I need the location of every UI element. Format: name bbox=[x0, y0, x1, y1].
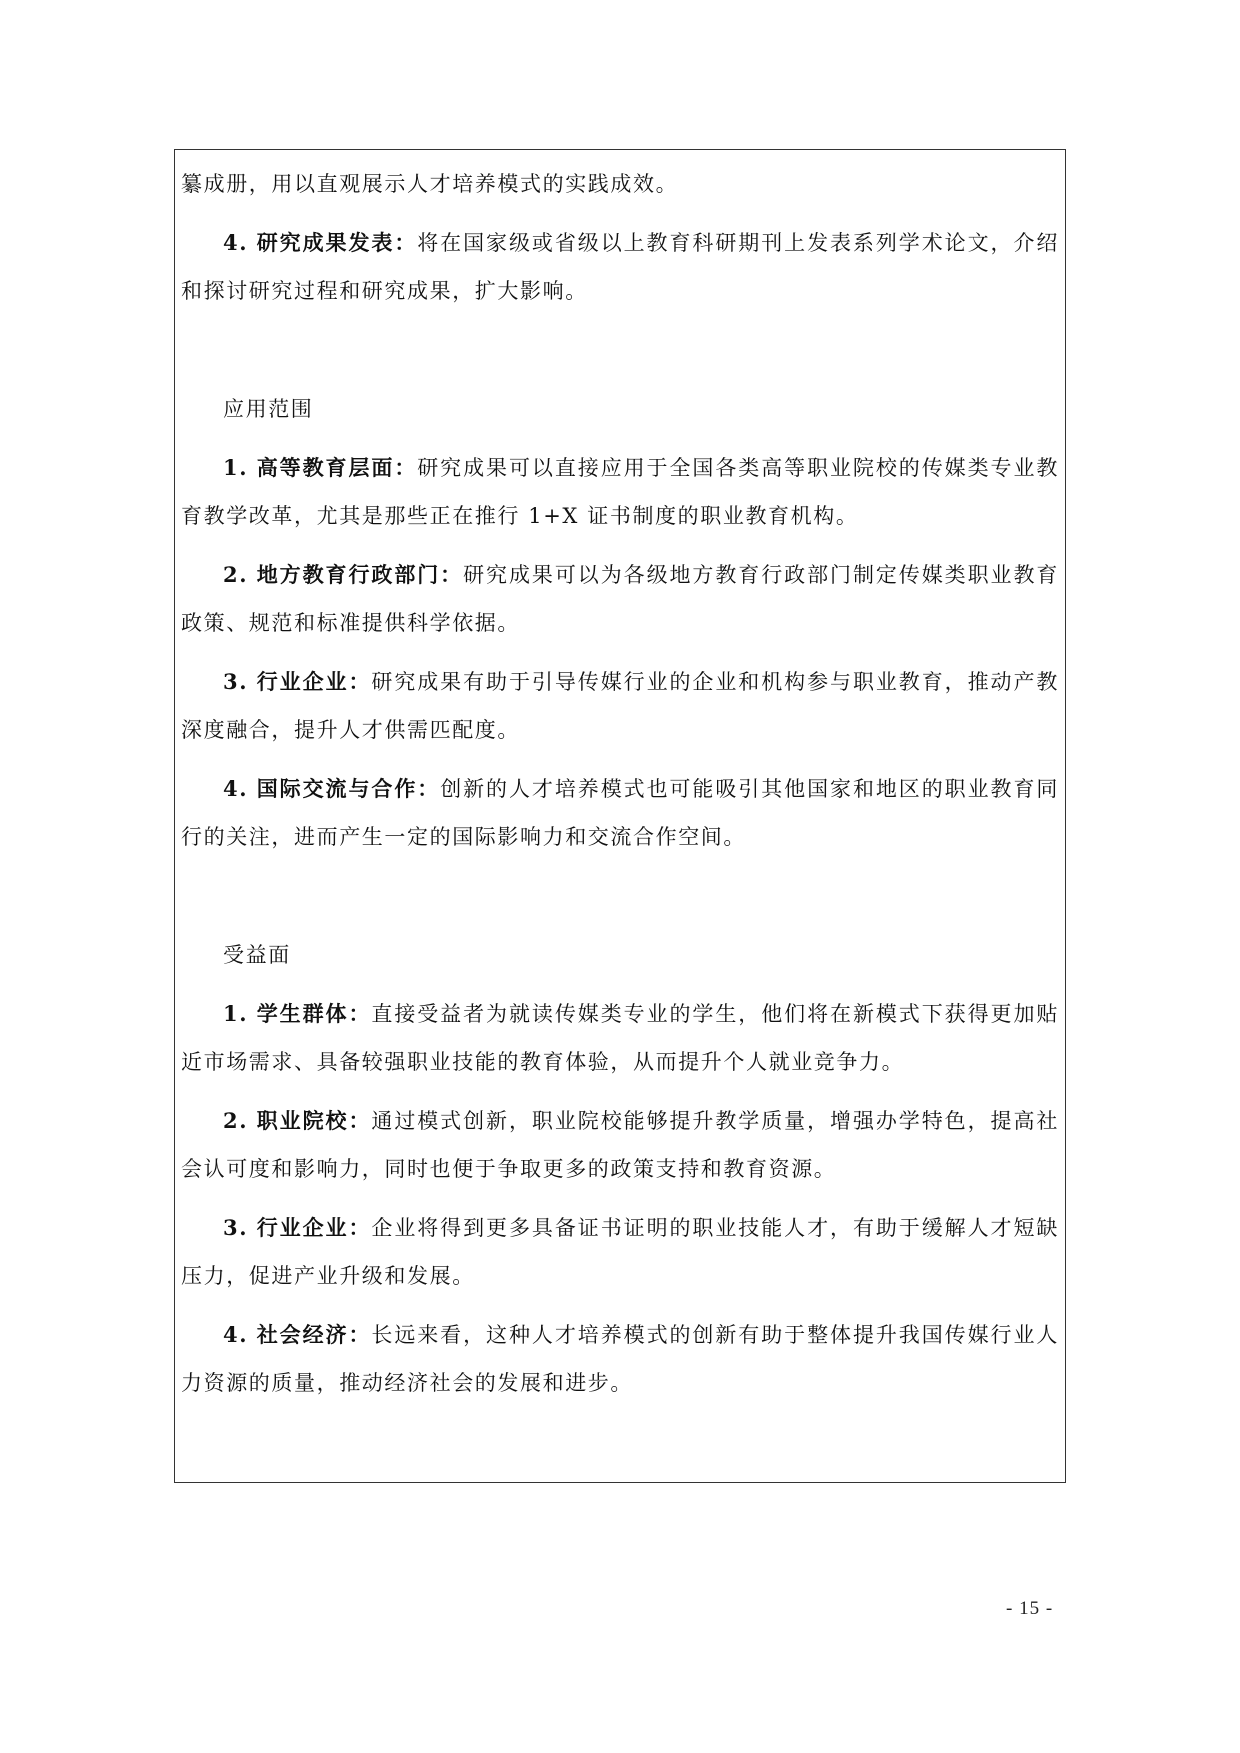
page-number: - 15 - bbox=[1006, 1598, 1054, 1619]
continuation-paragraph: 纂成册，用以直观展示人才培养模式的实践成效。 bbox=[181, 172, 679, 196]
item-text: 直接受益者为就读传媒类专业的学生，他们将在新模式下获得更加贴近市场需求、具备较强职业技能的教育体验，从而提升个人就业竞争力。 bbox=[181, 1002, 1059, 1074]
beneficiary-item-2 bbox=[181, 1097, 1059, 1193]
item-text: 研究成果可以为各级地方教育行政部门制定传媒类职业教育政策、规范和标准提供科学依据。 bbox=[181, 563, 1059, 635]
application-item-3 bbox=[181, 658, 1059, 754]
item-label: 社会经济： bbox=[256, 1322, 372, 1347]
beneficiary-item-1 bbox=[181, 990, 1059, 1086]
item-label: 行业企业： bbox=[256, 1215, 372, 1240]
item-text: 创新的人才培养模式也可能吸引其他国家和地区的职业教育同行的关注，进而产生一定的国际影响力和交流合作空间。 bbox=[181, 777, 1059, 849]
item-label: 地方教育行政部门： bbox=[256, 562, 464, 587]
item-label: 高等教育层面： bbox=[256, 455, 418, 480]
item-number: 2. bbox=[223, 1108, 249, 1133]
item-label: 行业企业： bbox=[256, 669, 372, 694]
item-number: 4. bbox=[223, 1322, 249, 1347]
item-text: 通过模式创新，职业院校能够提升教学质量，增强办学特色，提高社会认可度和影响力，同时也便于争取更多的政策支持和教育资源。 bbox=[181, 1109, 1059, 1181]
item-number: 4. bbox=[223, 776, 249, 801]
section-title-application: 应用范围 bbox=[223, 397, 314, 421]
item-number: 3. bbox=[223, 669, 249, 694]
item-text: 研究成果有助于引导传媒行业的企业和机构参与职业教育，推动产教深度融合，提升人才供需匹配度。 bbox=[181, 670, 1059, 742]
beneficiary-item-3 bbox=[181, 1204, 1059, 1300]
item-number: 2. bbox=[223, 562, 249, 587]
item-label: 研究成果发表： bbox=[256, 230, 418, 255]
item-text: 研究成果可以直接应用于全国各类高等职业院校的传媒类专业教育教学改革，尤其是那些正在推行 1+X 证书制度的职业教育机构。 bbox=[181, 456, 1059, 528]
item-text: 长远来看，这种人才培养模式的创新有助于整体提升我国传媒行业人力资源的质量，推动经济社会的发展和进步。 bbox=[181, 1323, 1059, 1395]
item-number: 4. bbox=[223, 230, 249, 255]
application-item-4 bbox=[181, 765, 1059, 861]
item-text: 将在国家级或省级以上教育科研期刊上发表系列学术论文，介绍和探讨研究过程和研究成果，扩大影响。 bbox=[181, 231, 1059, 303]
beneficiary-item-4 bbox=[181, 1311, 1059, 1407]
item-label: 国际交流与合作： bbox=[256, 776, 441, 801]
item-label: 职业院校： bbox=[256, 1108, 372, 1133]
application-item-1 bbox=[181, 444, 1059, 540]
content-table-cell bbox=[174, 149, 1066, 1483]
item-number: 1. bbox=[223, 455, 249, 480]
item-number: 3. bbox=[223, 1215, 249, 1240]
research-publication-paragraph bbox=[181, 219, 1059, 315]
cell-content bbox=[181, 156, 1059, 1476]
application-item-2 bbox=[181, 551, 1059, 647]
item-number: 1. bbox=[223, 1001, 249, 1026]
item-label: 学生群体： bbox=[256, 1001, 372, 1026]
item-text: 企业将得到更多具备证书证明的职业技能人才，有助于缓解人才短缺压力，促进产业升级和发展。 bbox=[181, 1216, 1059, 1288]
section-title-beneficiaries: 受益面 bbox=[223, 943, 291, 967]
